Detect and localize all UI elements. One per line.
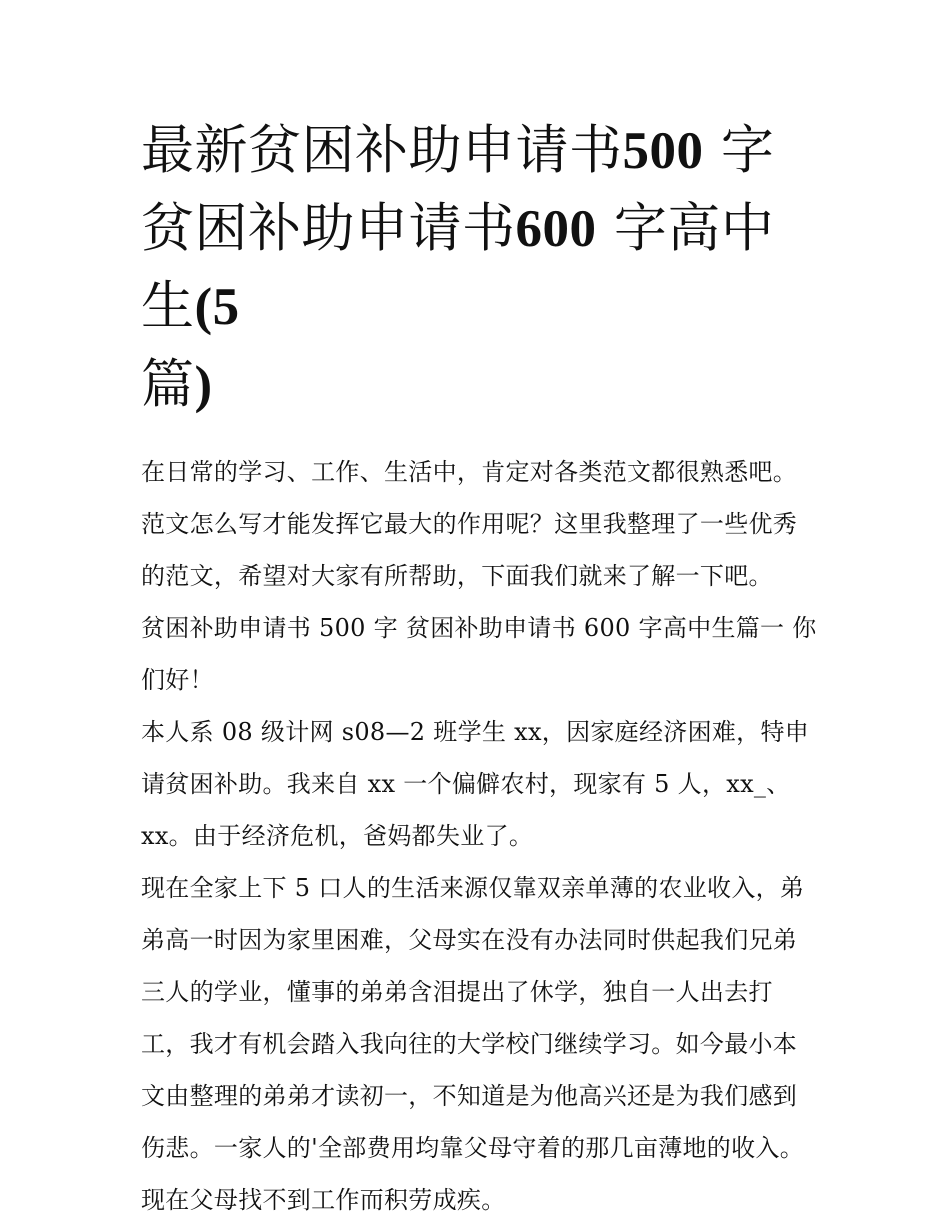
title-number-1: 500 — [622, 122, 704, 180]
title-number-2: 600 — [515, 200, 597, 258]
paragraph-greeting: 贫困补助申请书 500 字 贫困补助申请书 600 字高中生篇一 你们好！ — [141, 614, 817, 694]
document-body — [141, 446, 817, 1226]
title-number-3: (5 — [194, 278, 240, 336]
document-page — [141, 112, 817, 1226]
document-title — [141, 112, 817, 424]
title-text-2: 字 贫困补助申请书 — [141, 120, 775, 259]
paragraph-introduction: 本人系 08 级计网 s08—2 班学生 xx，因家庭经济困难，特申请贫困补助。我来自 xx 一个偏僻农村，现家有 5 人，xx_、xx。由于经济危机，爸妈都失业了。 — [141, 718, 810, 850]
title-text-4: 篇 — [141, 354, 195, 415]
title-number-4: ) — [194, 356, 213, 414]
paragraph-intro: 在日常的学习、工作、生活中，肯定对各类范文都很熟悉吧。范文怎么写才能发挥它最大的作用呢？这里我整理了一些优秀的范文，希望对大家有所帮助，下面我们就来了解一下吧。 — [141, 458, 798, 590]
paragraph-family-situation: 现在全家上下 5 口人的生活来源仅靠双亲单薄的农业收入，弟弟高一时因为家里困难，父母实在没有办法同时供起我们兄弟三人的学业，懂事的弟弟含泪提出了休学，独自一人出去打工，我才有机会踏入我向往的大学校门继续学习。如今最小本文由整理的弟弟才读初一，不知道是为他高兴还是为我们感到伤悲。一家人的'全部费用均靠父母守着的那几亩薄地的收入。现在父母找不到工作而积劳成疾。 — [141, 874, 805, 1214]
title-text-3: 字高中生 — [141, 198, 775, 337]
title-text-1: 最新贫困补助申请书 — [141, 120, 623, 181]
